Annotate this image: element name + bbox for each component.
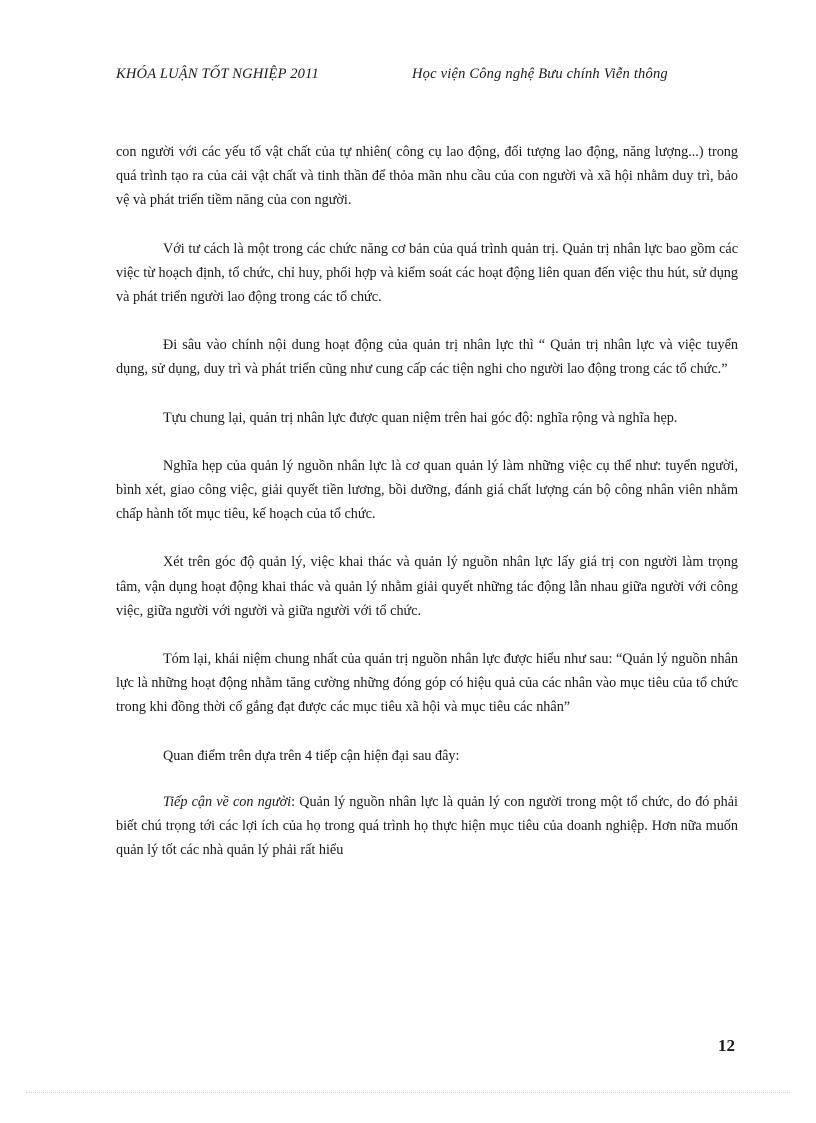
paragraph-7: Tóm lại, khái niệm chung nhất của quản trị nguồn nhân lực được hiểu như sau: “Quản lý nguồn nhân lực là những hoạt động nhằm tăng cường những đóng góp có hiệu quả của các nhân vào mục tiêu của tổ chức trong khi đồng thời cố gắng đạt được các mục tiêu xã hội và mục tiêu các nhân” xyxy=(116,651,738,716)
bottom-divider xyxy=(26,1092,790,1093)
paragraph-9 xyxy=(116,790,738,863)
paragraph-5: Nghĩa hẹp của quản lý nguồn nhân lực là cơ quan quản lý làm những việc cụ thể như: tuyển người, bình xét, giao công việc, giải quyết tiền lương, bồi dưỡng, đánh giá chất lượng cán bộ công nhân viên nhằm chấp hành tốt mục tiêu, kế hoạch của tổ chức. xyxy=(116,457,738,523)
paragraph-9-italic-lead: Tiếp cận về con người xyxy=(163,793,292,810)
paragraph-3: Đi sâu vào chính nội dung hoạt động của quản trị nhân lực thì “ Quản trị nhân lực và việc tuyển dụng, sử dụng, duy trì và phát triển cũng như cung cấp các tiện nghi cho người lao động trong các tổ chức.” xyxy=(116,337,738,378)
paragraph-1: con người với các yếu tố vật chất của tự nhiên( công cụ lao động, đối tượng lao động, năng lượng...) trong quá trình tạo ra của cải vật chất và tinh thần để thỏa mãn nhu cầu của con người và xã hội nhằm duy trì, bảo vệ và phát triển tiềm năng của con người. xyxy=(116,144,738,209)
paragraph-4: Tựu chung lại, quản trị nhân lực được quan niệm trên hai góc độ: nghĩa rộng và nghĩa hẹp. xyxy=(163,409,678,426)
header-right-institution: Học viện Công nghệ Bưu chính Viễn thông xyxy=(412,66,668,82)
paragraph-9-text: : Quản lý nguồn nhân lực là quản lý con người trong một tổ chức, do đó phải biết chú trọng tới các lợi ích của họ trong quá trình họ thực hiện mục tiêu của doanh nghiệp. Hơn nữa muốn quản lý tốt các nhà quản lý phải rất hiểu xyxy=(116,793,738,859)
page-number: 12 xyxy=(718,1036,735,1055)
header-left-title: KHÓA LUẬN TỐT NGHIỆP 2011 xyxy=(116,66,319,82)
paragraph-2: Với tư cách là một trong các chức năng cơ bản của quá trình quản trị. Quản trị nhân lực bao gồm các việc từ hoạch định, tổ chức, chỉ huy, phối hợp và kiểm soát các hoạt động liên quan đến việc thu hút, sử dụng và phát triển người lao động trong các tổ chức. xyxy=(116,240,738,306)
paragraph-8: Quan điểm trên dựa trên 4 tiếp cận hiện đại sau đây: xyxy=(163,747,460,764)
body-text xyxy=(116,140,738,886)
paragraph-6: Xét trên góc độ quản lý, việc khai thác và quản lý nguồn nhân lực lấy giá trị con người làm trọng tâm, vận dụng hoạt động khai thác và quản lý nhằm giải quyết những tác động lẫn nhau giữa người với công việc, giữa người với người và giữa người với tổ chức. xyxy=(116,554,738,619)
